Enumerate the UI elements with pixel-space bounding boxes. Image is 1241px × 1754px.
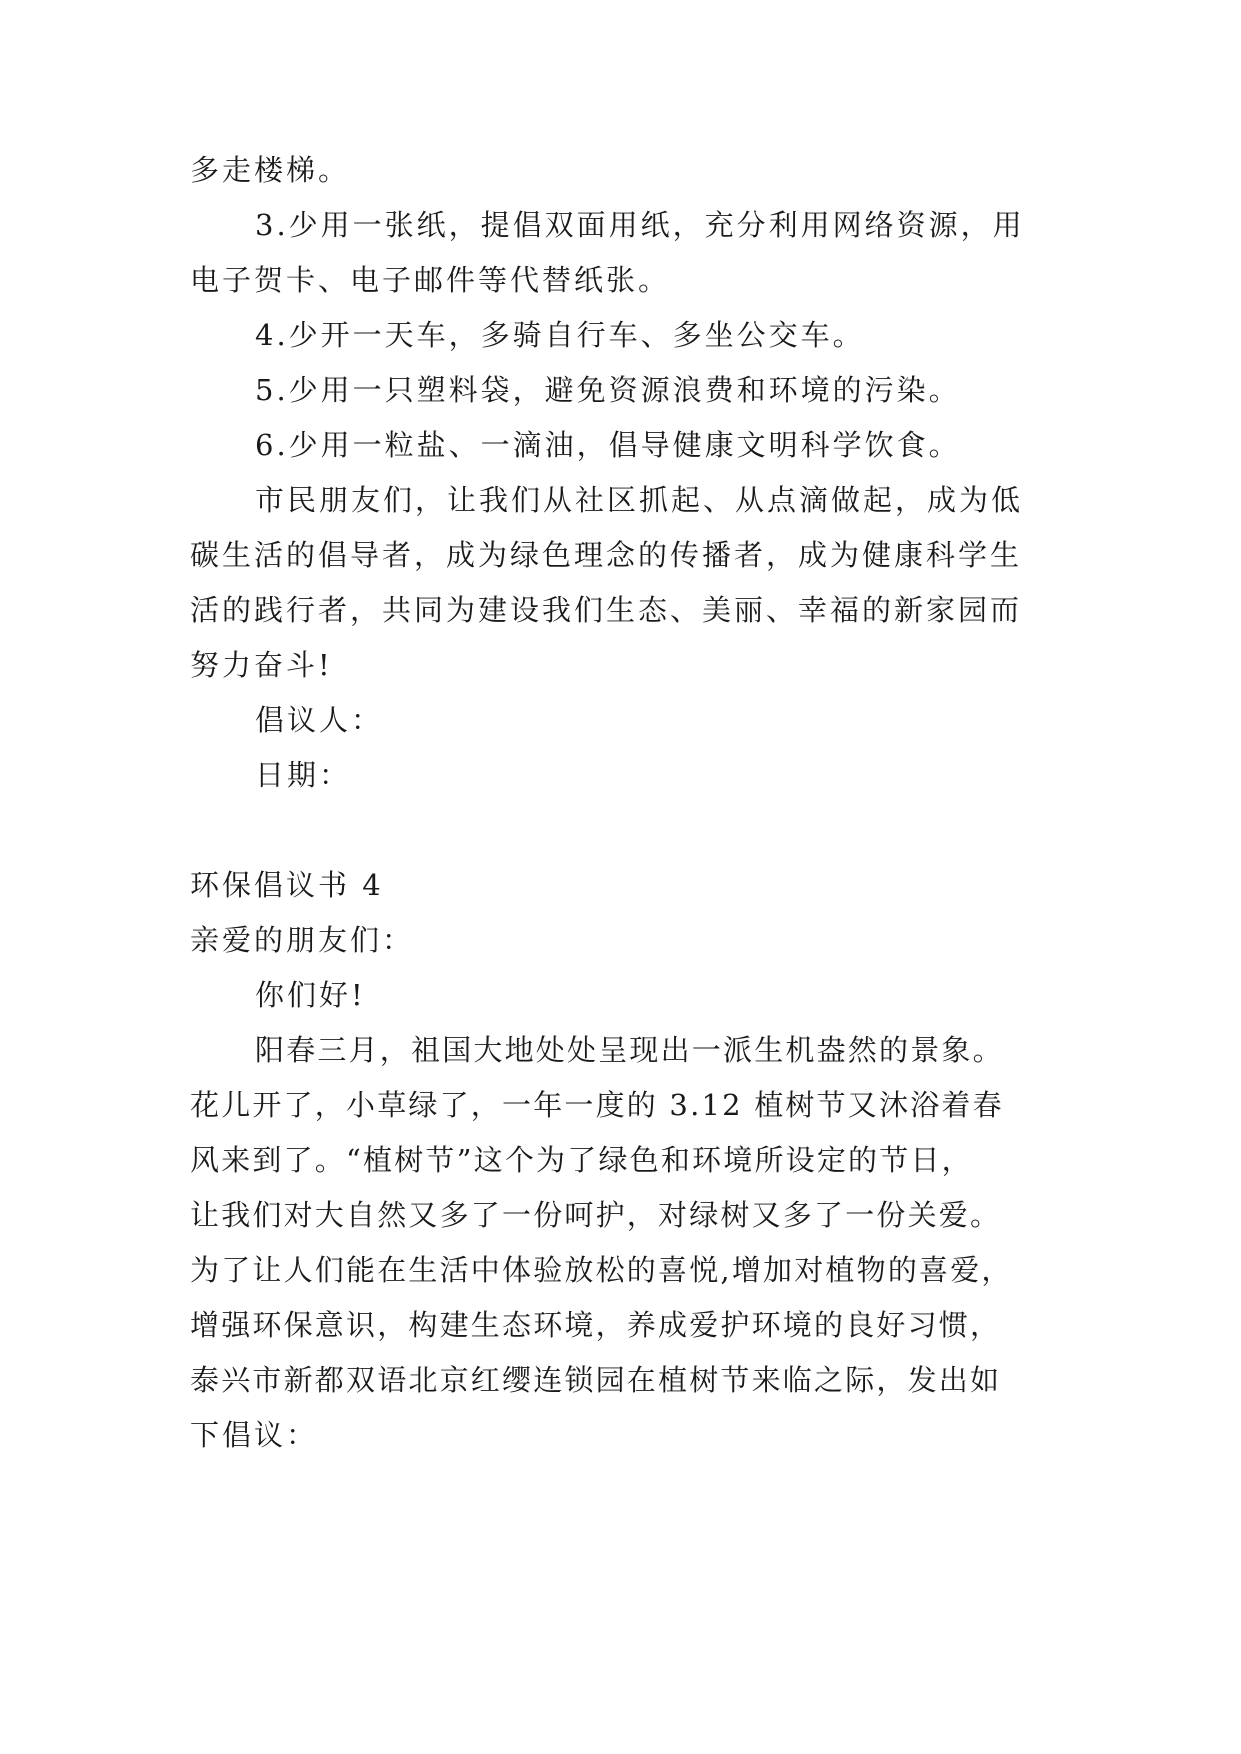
paragraph-line: 努力奋斗!	[190, 648, 333, 682]
list-item-5: 5.少用一只塑料袋，避免资源浪费和环境的污染。	[255, 373, 961, 407]
paragraph-line: 花儿开了，小草绿了，一年一度的 3.12 植树节又沐浴着春	[190, 1088, 1004, 1122]
list-item-6: 6.少用一粒盐、一滴油，倡导健康文明科学饮食。	[255, 428, 961, 462]
salutation: 亲爱的朋友们：	[190, 923, 415, 957]
paragraph-line: 活的践行者，共同为建设我们生态、美丽、幸福的新家园而	[190, 593, 1023, 627]
paragraph-line: 泰兴市新都双语北京红缨连锁园在植树节来临之际，发出如	[190, 1363, 1002, 1397]
list-item-3: 3.少用一张纸，提倡双面用纸，充分利用网络资源，用	[255, 208, 1025, 242]
text-line: 电子贺卡、电子邮件等代替纸张。	[190, 263, 671, 297]
paragraph-line: 市民朋友们，让我们从社区抓起、从点滴做起，成为低	[255, 483, 1024, 517]
date-label: 日期：	[255, 758, 352, 792]
paragraph-line: 增强环保意识，构建生态环境，养成爱护环境的良好习惯，	[190, 1308, 1002, 1342]
text-line: 多走楼梯。	[190, 153, 351, 187]
paragraph-line: 风来到了。“植树节”这个为了绿色和环境所设定的节日，	[190, 1143, 973, 1177]
paragraph-line: 阳春三月，祖国大地处处呈现出一派生机盎然的景象。	[255, 1033, 1004, 1067]
paragraph-line: 碳生活的倡导者，成为绿色理念的传播者，成为健康科学生	[190, 538, 1023, 572]
greeting: 你们好!	[255, 978, 366, 1012]
signature-label: 倡议人：	[255, 703, 384, 737]
paragraph-line: 为了让人们能在生活中体验放松的喜悦,增加对植物的喜爱，	[190, 1253, 1013, 1287]
paragraph-line: 下倡议：	[190, 1418, 319, 1452]
list-item-4: 4.少开一天车，多骑自行车、多坐公交车。	[255, 318, 865, 352]
section-title: 环保倡议书 4	[190, 868, 384, 902]
paragraph-line: 让我们对大自然又多了一份呵护，对绿树又多了一份关爱。	[190, 1198, 1002, 1232]
